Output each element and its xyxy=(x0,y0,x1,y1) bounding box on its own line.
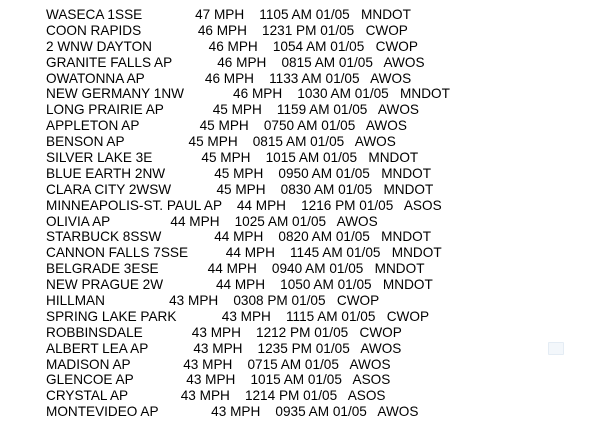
report-row: APPLETON AP 45 MPH 0750 AM 01/05 AWOS xyxy=(46,118,407,134)
report-row: BENSON AP 45 MPH 0815 AM 01/05 AWOS xyxy=(46,134,396,150)
report-row: ROBBINSDALE 43 MPH 1212 PM 01/05 CWOP xyxy=(46,324,402,340)
report-row: STARBUCK 8SSW 44 MPH 0820 AM 01/05 MNDOT xyxy=(46,229,432,245)
report-row: OWATONNA AP 46 MPH 1133 AM 01/05 AWOS xyxy=(46,70,412,86)
report-row: OLIVIA AP 44 MPH 1025 AM 01/05 AWOS xyxy=(46,213,378,229)
report-row: BLUE EARTH 2NW 45 MPH 0950 AM 01/05 MNDOT xyxy=(46,165,432,181)
report-row: CANNON FALLS 7SSE 44 MPH 1145 AM 01/05 MNDOT xyxy=(46,245,442,261)
report-row: MONTEVIDEO AP 43 MPH 0935 AM 01/05 AWOS xyxy=(46,404,419,420)
report-row: MINNEAPOLIS-ST. PAUL AP 44 MPH 1216 PM 01/05 ASOS xyxy=(46,197,442,213)
report-row: GLENCOE AP 43 MPH 1015 AM 01/05 ASOS xyxy=(46,372,391,388)
report-row: 2 WNW DAYTON 46 MPH 1054 AM 01/05 CWOP xyxy=(46,38,418,54)
report-row: BELGRADE 3ESE 44 MPH 0940 AM 01/05 MNDOT xyxy=(46,261,425,277)
report-row: SILVER LAKE 3E 45 MPH 1015 AM 01/05 MNDOT xyxy=(46,150,419,166)
report-row: HILLMAN 43 MPH 0308 PM 01/05 CWOP xyxy=(46,293,380,309)
report-row: WASECA 1SSE 47 MPH 1105 AM 01/05 MNDOT xyxy=(46,7,411,22)
report-row: COON RAPIDS 46 MPH 1231 PM 01/05 CWOP xyxy=(46,22,408,38)
watermark-icon xyxy=(548,342,564,355)
report-row: GRANITE FALLS AP 46 MPH 0815 AM 01/05 AWOS xyxy=(46,54,425,70)
report-row: NEW GERMANY 1NW 46 MPH 1030 AM 01/05 MNDOT xyxy=(46,86,450,102)
wind-report-list xyxy=(46,7,586,420)
report-row: CLARA CITY 2WSW 45 MPH 0830 AM 01/05 MNDOT xyxy=(46,181,434,197)
report-row: ALBERT LEA AP 43 MPH 1235 PM 01/05 AWOS xyxy=(46,340,402,356)
report-row: NEW PRAGUE 2W 44 MPH 1050 AM 01/05 MNDOT xyxy=(46,277,433,293)
report-row: MADISON AP 43 MPH 0715 AM 01/05 AWOS xyxy=(46,356,391,372)
report-row: LONG PRAIRIE AP 45 MPH 1159 AM 01/05 AWOS xyxy=(46,102,419,118)
report-row: CRYSTAL AP 43 MPH 1214 PM 01/05 ASOS xyxy=(46,388,386,404)
report-row: SPRING LAKE PARK 43 MPH 1115 AM 01/05 CWOP xyxy=(46,308,430,324)
